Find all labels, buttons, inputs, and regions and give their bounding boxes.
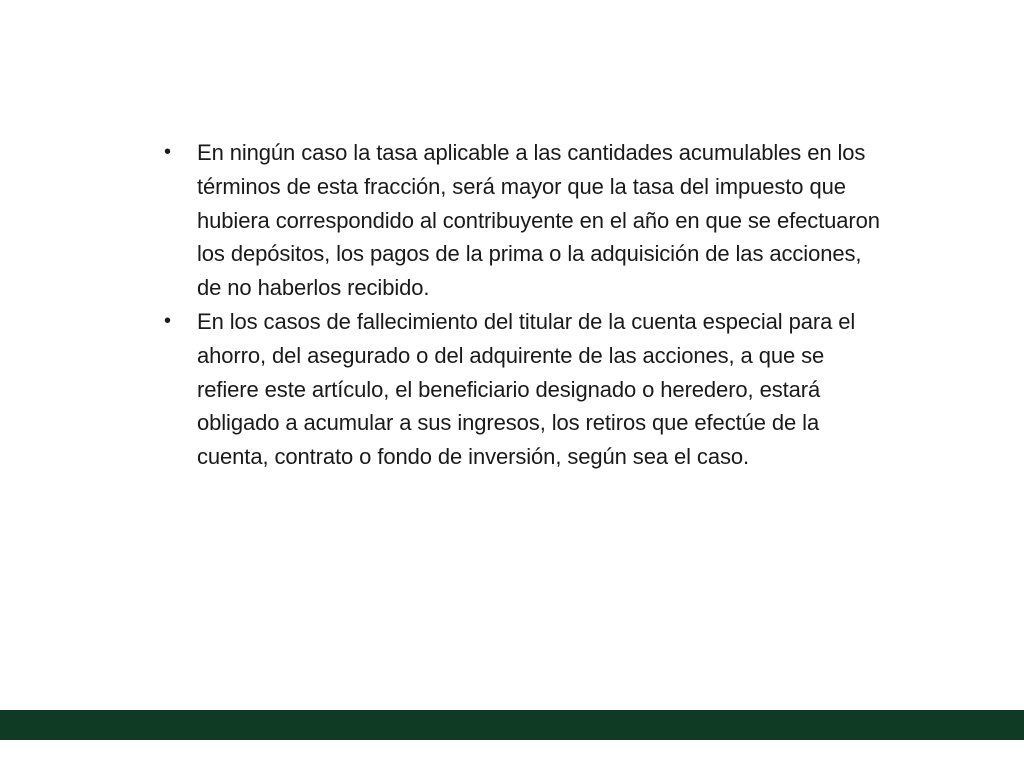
bullet-text-1: En ningún caso la tasa aplicable a las cantidades acumulables en los términos de esta fracción, será mayor que la tasa del impuesto que hubiera correspondido al contribuyente en el año en que se efectuaron los depósitos, los pagos de la prima o la adquisición de las acciones, de no haberlos recibido.	[197, 140, 880, 301]
bullet-item-2	[162, 305, 882, 474]
bullet-marker: •	[164, 141, 171, 163]
bullet-item-1	[162, 136, 882, 305]
footer-bar	[0, 710, 1024, 740]
bullet-text-2: En los casos de fallecimiento del titular de la cuenta especial para el ahorro, del asegurado o del adquirente de las acciones, a que se refiere este artículo, el beneficiario designado o heredero, estará obligado a acumular a sus ingresos, los retiros que efectúe de la cuenta, contrato o fondo de inversión, según sea el caso.	[197, 308, 856, 470]
bullet-marker: •	[164, 309, 171, 332]
bullet-list	[162, 136, 882, 474]
slide-content	[162, 136, 882, 474]
